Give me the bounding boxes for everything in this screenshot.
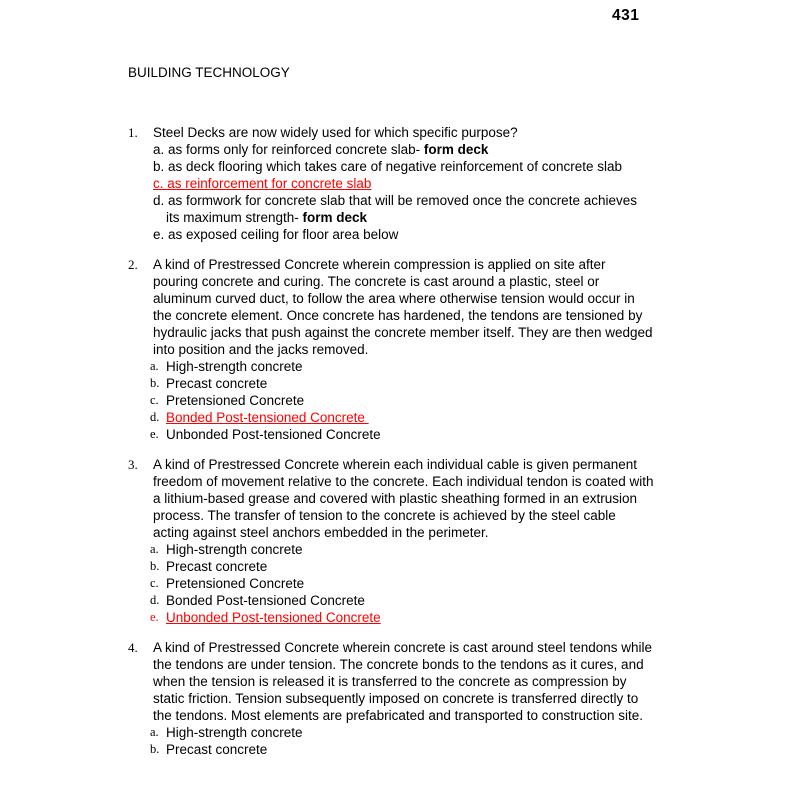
stem-line: the concrete element. Once concrete has hardened, the tendons are tensioned by [153,308,643,323]
option-letter: a. [150,725,159,739]
question-stem [153,639,768,724]
option-a [153,141,768,158]
option-d: d. as formwork for concrete slab that will be removed once the concrete achieves [153,193,637,208]
option-text-answer: Bonded Post-tensioned Concrete [166,410,369,425]
stem-line: a lithium-based grease and covered with plastic sheathing formed in an extrusion [153,491,638,506]
option-c [150,392,768,409]
option-e [150,426,768,443]
option-letter: e. [150,610,159,624]
stem-line: the tendons. Most elements are prefabricated and transported to construction site. [153,708,644,723]
question-1 [128,124,768,243]
option-text-bold: form deck [423,142,489,157]
question-body [150,456,768,626]
stem-line: acting against steel anchors embedded in the perimeter. [153,525,489,540]
option-letter: a. [150,359,159,373]
stem-line: pouring concrete and curing. The concrete is cast around a plastic, steel or [153,274,600,289]
question-stem [153,456,768,541]
option-text: High-strength concrete [166,725,303,740]
question-4 [128,639,768,758]
option-text: Bonded Post-tensioned Concrete [166,593,365,608]
page-number: 431 [612,7,640,24]
option-letter: a. [150,542,159,556]
option-c-answer: c. as reinforcement for concrete slab [153,176,372,191]
stem-line: A kind of Prestressed Concrete wherein each individual cable is given permanent [153,457,638,472]
question-stem [153,256,768,358]
stem-line: freedom of movement relative to the concrete. Each individual tendon is coated with [153,474,654,489]
option-d-answer [150,409,768,426]
option-letter: d. [150,593,160,607]
stem-line: Steel Decks are now widely used for which specific purpose? [153,125,518,140]
stem-line: process. The transfer of tension to the concrete is achieved by the steel cable [153,508,616,523]
stem-line: A kind of Prestressed Concrete wherein compression is applied on site after [153,257,606,272]
option-b [150,375,768,392]
stem-line: into position and the jacks removed. [153,342,369,357]
stem-line: when the tension is released it is transferred to the concrete as compression by [153,674,627,689]
option-letter: c. [150,576,159,590]
option-text: Precast concrete [166,376,268,391]
option-b [150,558,768,575]
option-text-answer: Unbonded Post-tensioned Concrete [166,610,381,625]
option-letter: c. [150,393,159,407]
question-body [153,124,768,243]
option-text: its maximum strength- [166,210,303,225]
question-stem [153,124,768,141]
option-d-continuation [166,209,768,226]
option-c [150,575,768,592]
option-e: e. as exposed ceiling for floor area below [153,227,399,242]
option-a [150,541,768,558]
stem-line: the tendons are under tension. The concrete bonds to the tendons as it cures, and [153,657,644,672]
option-letter: b. [150,559,160,573]
stem-line: static friction. Tension subsequently imposed on concrete is transferred directly to [153,691,639,706]
option-text: Unbonded Post-tensioned Concrete [166,427,381,442]
question-body [150,256,768,443]
question-number: 1. [128,125,138,140]
question-3 [128,456,768,626]
option-text: High-strength concrete [166,359,303,374]
option-text: High-strength concrete [166,542,303,557]
option-text: a. as forms only for reinforced concrete slab- [153,142,424,157]
question-2 [128,256,768,443]
option-b [150,741,768,758]
option-text: Pretensioned Concrete [166,576,305,591]
question-number: 2. [128,257,138,272]
stem-line: A kind of Prestressed Concrete wherein concrete is cast around steel tendons while [153,640,653,655]
option-letter: d. [150,410,160,424]
option-letter: e. [150,427,159,441]
option-a [150,724,768,741]
option-d [150,592,768,609]
question-number: 4. [128,640,138,655]
option-text: Precast concrete [166,742,268,757]
question-number: 3. [128,457,138,472]
stem-line: hydraulic jacks that push against the concrete member itself. They are then wedged [153,325,653,340]
option-b: b. as deck flooring which takes care of negative reinforcement of concrete slab [153,159,622,174]
option-text: Pretensioned Concrete [166,393,305,408]
option-text: Precast concrete [166,559,268,574]
option-e-answer [150,609,768,626]
option-text-bold: form deck [302,210,368,225]
stem-line: aluminum curved duct, to follow the area where otherwise tension would occur in [153,291,635,306]
document-title: BUILDING TECHNOLOGY [128,65,290,80]
option-a [150,358,768,375]
option-letter: b. [150,742,160,756]
option-letter: b. [150,376,160,390]
question-body [150,639,768,758]
questions-list [128,124,768,771]
